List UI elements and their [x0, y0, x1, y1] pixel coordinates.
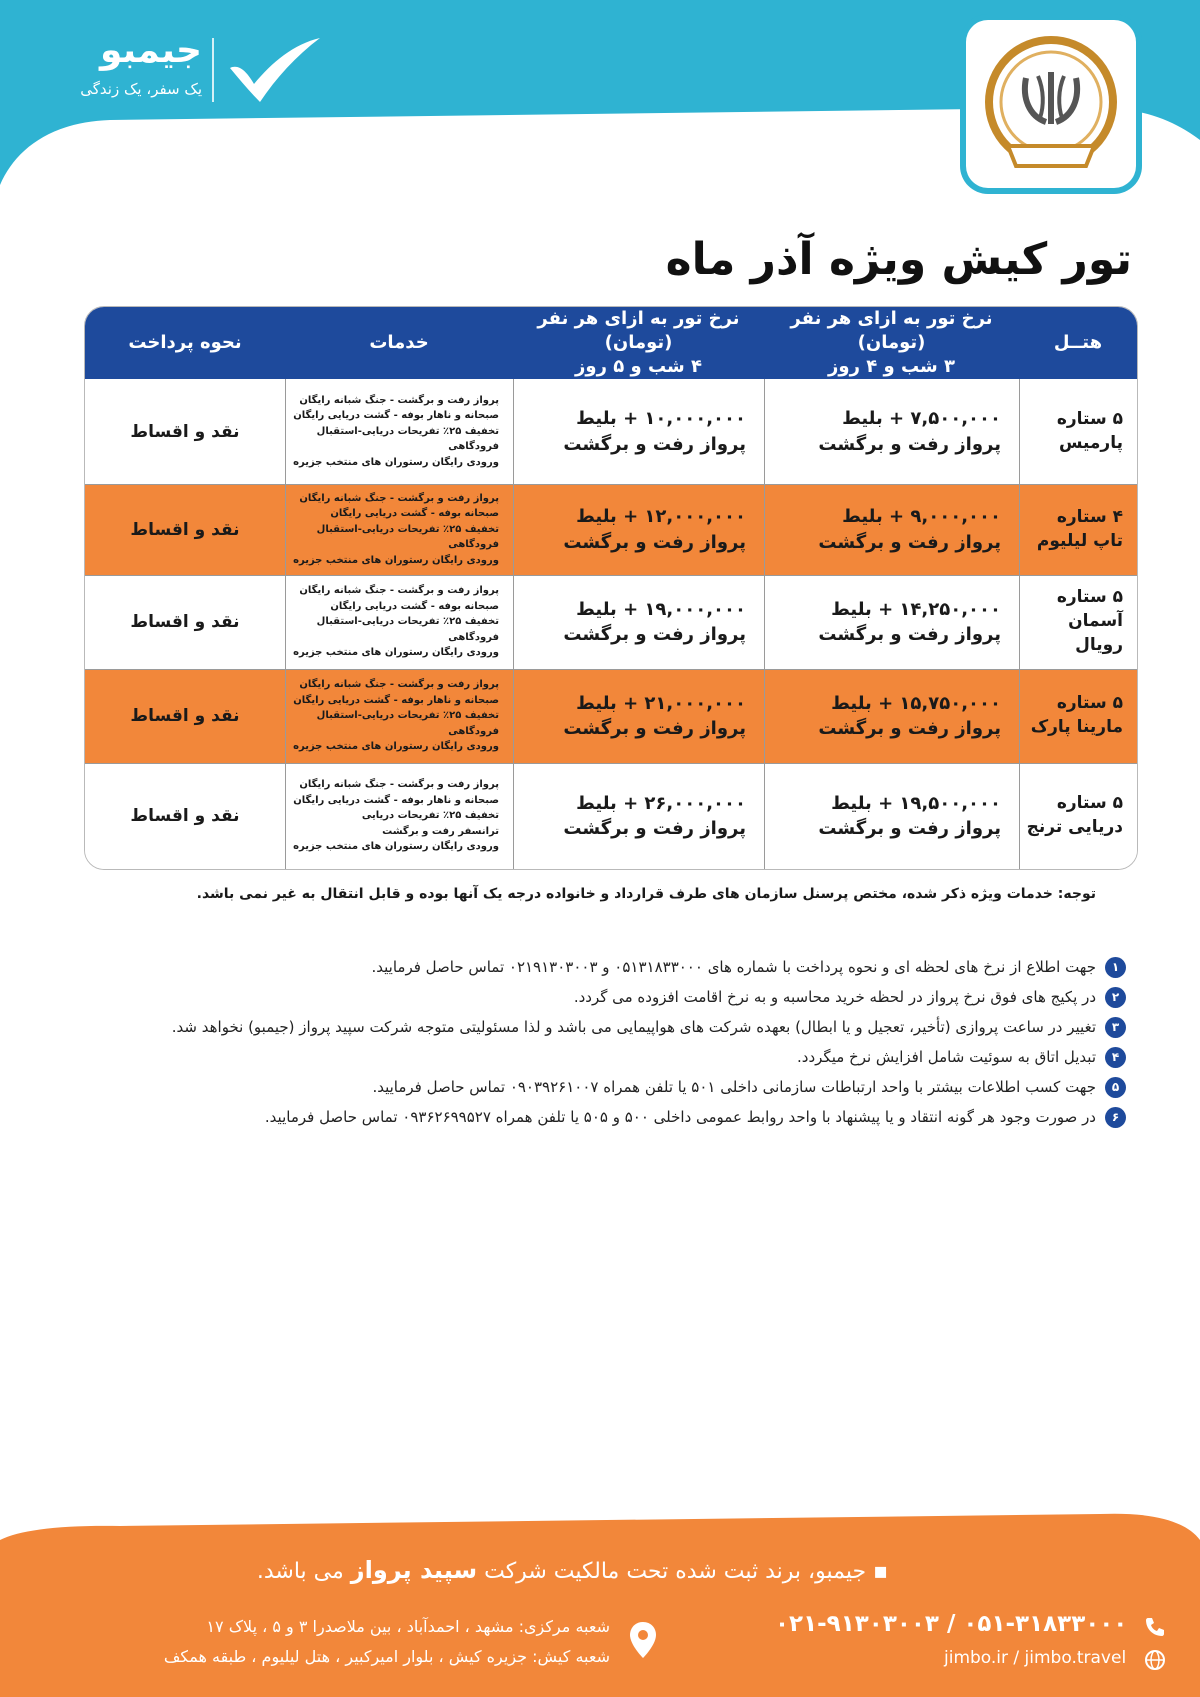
- list-number: ۲: [1105, 987, 1126, 1008]
- price-4n: ۲۱,۰۰۰,۰۰۰ + بلیط: [576, 692, 746, 714]
- price-3n-flight: پرواز رفت و برگشت: [818, 718, 1001, 739]
- footer-brand-bold: سپید پرواز: [350, 1556, 478, 1584]
- list-item: [66, 1012, 1126, 1042]
- list-item: [66, 952, 1126, 982]
- list-number: ۱: [1105, 957, 1126, 978]
- note-text: توجه: خدمات ویژه ذکر شده، مختص پرسنل سازمان های طرف قرارداد و خانواده درجه یک آنها بوده و قابل انتقال به غیر نمی باشد.: [196, 886, 1096, 902]
- service-line: ورودی رایگان رستوران های منتخب جزیره: [293, 741, 499, 753]
- list-item: [66, 1042, 1126, 1072]
- list-text: در پکیج های فوق نرخ پرواز در لحظه خرید محاسبه و به نرخ اقامت افزوده می گردد.: [573, 988, 1096, 1006]
- table-row: [85, 763, 1137, 869]
- payment-method: نقد و اقساط: [130, 706, 240, 726]
- hotel-name: تاپ لیلیوم: [1036, 530, 1123, 551]
- service-line: تخفیف ۲۵٪ تفریحات دریایی-استقبال فرودگاهی: [316, 523, 499, 551]
- list-text: جهت کسب اطلاعات بیشتر با واحد ارتباطات سازمانی داخلی ۵۰۱ یا تلفن همراه ۰۹۰۳۹۲۶۱۰۰۷ تماس حاصل فرمایید.: [372, 1078, 1096, 1096]
- service-line: پرواز رفت و برگشت - جنگ شبانه رایگان: [299, 585, 499, 597]
- hotel-name: دریایی ترنج: [1026, 817, 1123, 837]
- price-4n-flight: پرواز رفت و برگشت: [563, 433, 746, 455]
- footer-brand-post: می باشد.: [256, 1559, 351, 1584]
- address-kish: شعبه کیش: جزیره کیش ، بلوار امیرکبیر ، هتل لیلیوم ، طبقه همکف: [163, 1647, 610, 1666]
- column-divider: [513, 379, 514, 869]
- bank-emblem-icon: [974, 28, 1128, 180]
- row-divider: [85, 763, 1137, 764]
- list-number: ۵: [1105, 1077, 1126, 1098]
- service-line: ورودی رایگان رستوران های منتخب جزیره: [293, 554, 499, 566]
- price-4n-flight: پرواز رفت و برگشت: [563, 624, 746, 645]
- service-line: صبحانه بوفه - گشت دریایی رایگان: [330, 600, 499, 612]
- service-line: ورودی رایگان رستوران های منتخب جزیره: [293, 647, 499, 659]
- service-line: تخفیف ۲۵٪ تفریحات دریایی-استقبال فرودگاهی: [316, 710, 499, 737]
- header-price-4-nights: نرخ تور به ازای هر نفر (تومان) ۴ شب و ۵ روز: [513, 307, 764, 379]
- row-divider: [85, 669, 1137, 670]
- service-line: تخفیف ۲۵٪ تفریحات دریایی: [361, 810, 499, 822]
- payment-method: نقد و اقساط: [130, 519, 240, 540]
- list-text: در صورت وجود هر گونه انتقاد و یا پیشنهاد با واحد روابط عمومی داخلی ۵۰۰ و ۵۰۵ یا تلفن همراه ۰۹۳۶۲۶۹۹۵۲۷ تماس حاصل فرمایید.: [264, 1108, 1096, 1126]
- check-logo-icon: [224, 34, 324, 106]
- service-line: پرواز رفت و برگشت - جنگ شبانه رایگان: [299, 492, 499, 504]
- price-3n-flight: پرواز رفت و برگشت: [818, 818, 1001, 839]
- list-item: [66, 982, 1126, 1012]
- phone-icon: [1144, 1616, 1166, 1638]
- brand-divider: [212, 38, 214, 102]
- hotel-stars: ۵ ستاره: [1056, 693, 1123, 714]
- list-text: تبدیل اتاق به سوئیت شامل افزایش نرخ میگردد.: [797, 1048, 1096, 1066]
- header-price-3-nights: نرخ تور به ازای هر نفر (تومان) ۳ شب و ۴ روز: [764, 307, 1019, 379]
- table-row: [85, 379, 1137, 484]
- table-row: [85, 669, 1137, 763]
- info-list: [66, 952, 1126, 1132]
- column-divider: [764, 379, 765, 869]
- header-services: خدمات: [285, 307, 513, 379]
- service-line: تخفیف ۲۵٪ تفریحات دریایی-استقبال فرودگاهی: [316, 425, 499, 453]
- list-item: [66, 1072, 1126, 1102]
- price-3n: ۷,۵۰۰,۰۰۰ + بلیط: [842, 408, 1001, 430]
- list-text: تغییر در ساعت پروازی (تأخیر، تعجیل و یا ابطال) بعهده شرکت های هواپیمایی می باشد و لذا مسئولیتی متوجه شرکت سپید پرواز (جیمبو) نخواهد شد.: [171, 1018, 1096, 1036]
- table-row: [85, 575, 1137, 669]
- page-title: تور کیش ویژه آذر ماه: [665, 234, 1132, 285]
- service-line: ورودی رایگان رستوران های منتخب جزیره: [293, 841, 499, 853]
- footer-brand-pre: جیمبو، برند ثبت شده تحت مالکیت شرکت: [477, 1559, 867, 1584]
- hotel-name: آسمان رویال: [1068, 611, 1123, 655]
- service-line: صبحانه بوفه - گشت دریایی رایگان: [330, 508, 499, 520]
- list-item: [66, 1102, 1126, 1132]
- footer-phone[interactable]: ۰۲۱-۹۱۳۰۳۰۰۳ / ۰۵۱-۳۱۸۳۳۰۰۰: [775, 1611, 1128, 1637]
- brand-name: جیمبو: [99, 30, 202, 71]
- price-4n-flight: پرواز رفت و برگشت: [563, 718, 746, 739]
- service-line: پرواز رفت و برگشت - جنگ شبانه رایگان: [299, 394, 499, 406]
- price-3n: ۱۴,۲۵۰,۰۰۰ + بلیط: [831, 598, 1001, 620]
- list-number: ۶: [1105, 1107, 1126, 1128]
- brand-slogan: یک سفر، یک زندگی: [80, 80, 202, 98]
- service-line: صبحانه و ناهار بوفه - گشت دریایی رایگان: [293, 694, 499, 706]
- list-text: جهت اطلاع از نرخ های لحظه ای و نحوه پرداخت با شماره های ۰۵۱۳۱۸۳۳۰۰۰ و ۰۲۱۹۱۳۰۳۰۰۳ تماس حاصل فرمایید.: [371, 958, 1096, 976]
- footer-address: [164, 1612, 610, 1672]
- payment-method: نقد و اقساط: [130, 421, 240, 442]
- service-line: پرواز رفت و برگشت - جنگ شبانه رایگان: [299, 679, 499, 691]
- footer-website[interactable]: jimbo.ir / jimbo.travel: [944, 1648, 1127, 1668]
- hotel-stars: ۵ ستاره: [1056, 587, 1123, 608]
- hotel-stars: ۵ ستاره: [1056, 793, 1123, 814]
- price-3n-flight: پرواز رفت و برگشت: [818, 531, 1001, 553]
- price-3n: ۹,۰۰۰,۰۰۰ + بلیط: [842, 506, 1001, 528]
- hotel-name: مارینا پارک: [1030, 717, 1123, 737]
- price-4n: ۲۶,۰۰۰,۰۰۰ + بلیط: [576, 792, 746, 814]
- service-line: ورودی رایگان رستوران های منتخب جزیره: [293, 456, 499, 468]
- price-3n: ۱۵,۷۵۰,۰۰۰ + بلیط: [831, 692, 1001, 714]
- price-3n-flight: پرواز رفت و برگشت: [818, 624, 1001, 645]
- payment-method: نقد و اقساط: [130, 612, 240, 632]
- column-divider: [285, 379, 286, 869]
- service-line: تخفیف ۲۵٪ تفریحات دریایی-استقبال فرودگاهی: [316, 616, 499, 643]
- service-line: پرواز رفت و برگشت - جنگ شبانه رایگان: [299, 779, 499, 791]
- hotel-stars: ۵ ستاره: [1056, 408, 1123, 429]
- bank-logo-card: [966, 20, 1136, 188]
- header-payment: نحوه پرداخت: [85, 307, 285, 379]
- column-divider: [1019, 379, 1020, 869]
- address-main: شعبه مرکزی: مشهد ، احمدآباد ، بین ملاصدرا ۳ و ۵ ، پلاک ۱۷: [206, 1617, 610, 1636]
- row-divider: [85, 484, 1137, 485]
- list-number: ۳: [1105, 1017, 1126, 1038]
- globe-icon: [1144, 1649, 1166, 1671]
- price-4n: ۱۲,۰۰۰,۰۰۰ + بلیط: [576, 506, 746, 528]
- price-4n: ۱۰,۰۰۰,۰۰۰ + بلیط: [576, 408, 746, 430]
- row-divider: [85, 575, 1137, 576]
- service-line: ترانسفر رفت و برگشت: [382, 825, 499, 837]
- service-line: صبحانه و ناهار بوفه - گشت دریایی رایگان: [293, 794, 499, 806]
- service-line: صبحانه و ناهار بوفه - گشت دریایی رایگان: [293, 410, 499, 422]
- price-3n: ۱۹,۵۰۰,۰۰۰ + بلیط: [831, 792, 1001, 814]
- header-hotel: هتــل: [1019, 307, 1137, 379]
- tour-price-table: [84, 306, 1138, 870]
- hotel-stars: ۴ ستاره: [1056, 506, 1123, 527]
- price-4n: ۱۹,۰۰۰,۰۰۰ + بلیط: [576, 598, 746, 620]
- payment-method: نقد و اقساط: [130, 806, 240, 826]
- list-number: ۴: [1105, 1047, 1126, 1068]
- price-4n-flight: پرواز رفت و برگشت: [563, 531, 746, 553]
- table-row: [85, 484, 1137, 575]
- price-4n-flight: پرواز رفت و برگشت: [563, 818, 746, 839]
- footer-brand-statement: ▪ جیمبو، برند ثبت شده تحت مالکیت شرکت سپید پرواز می باشد.: [256, 1556, 888, 1584]
- hotel-name: پارمیس: [1058, 432, 1123, 453]
- price-3n-flight: پرواز رفت و برگشت: [818, 433, 1001, 455]
- table-header: [85, 307, 1137, 379]
- location-pin-icon: [628, 1620, 658, 1660]
